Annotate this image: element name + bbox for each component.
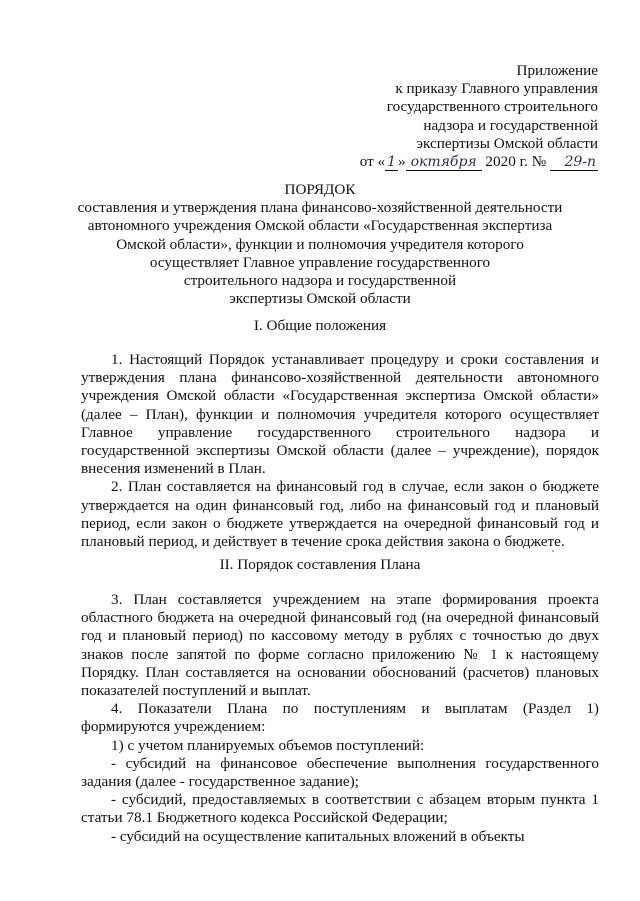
paragraph-4: 4. Показатели Плана по поступлениям и выплатам (Раздел 1) формируются учреждением: <box>81 700 599 736</box>
date-quote: » <box>398 153 406 171</box>
handwritten-day: 1 <box>387 154 397 171</box>
paragraph-4-item-1: 1) с учетом планируемых объемов поступлений: <box>111 736 425 754</box>
paragraph-4-bullet-a: - субсидий на финансовое обеспечение выполнения государственного задания (далее - государственное задание); <box>81 754 599 791</box>
title-line: Омской области», функции и полномочия учредителя которого <box>116 235 524 253</box>
appendix-order-line: к приказу Главного управления <box>395 80 598 98</box>
title-line: автономного учреждения Омской области «Государственная экспертиза <box>87 217 553 235</box>
title-line: экспертизы Омской области <box>229 290 411 308</box>
title-heading: ПОРЯДОК <box>284 181 356 198</box>
date-prefix: от « <box>359 153 386 171</box>
paragraph-4-bullet-b: - субсидий, предоставляемых в соответствии с абзацем вторым пункта 1 статьи 78.1 Бюджетного кодекса Российской Федерации; <box>81 791 599 827</box>
appendix-org-line-2: надзора и государственной <box>423 116 598 134</box>
appendix-org-line-3: экспертизы Омской области <box>416 134 598 152</box>
handwritten-order-number: 29-п <box>550 155 598 171</box>
paragraph-2: 2. План составляется на финансовый год в случае, если закон о бюджете утверждается на один финансовый год, либо на финансовый год и плановый период, если закон о бюджете утверждается на очередной финансовый год и плановый период, и действует в течение срока действия закона о бюджете. <box>81 478 599 551</box>
title-line: осуществляет Главное управление государственного <box>149 253 491 271</box>
section-2-heading: II. Порядок составления Плана <box>219 556 421 573</box>
appendix-label: Приложение <box>516 62 598 79</box>
date-year: 2020 г. № <box>481 153 550 171</box>
appendix-org-line-1: государственного строительного <box>386 98 598 116</box>
handwritten-month: октября <box>406 155 482 171</box>
appendix-date-line <box>318 153 598 171</box>
document-title <box>60 181 580 308</box>
appendix-block <box>318 62 598 171</box>
paragraph-1: 1. Настоящий Порядок устанавливает процедуру и сроки составления и утверждения плана финансово-хозяйственной деятельности автономного учреждения Омской области «Государственная экспертиза Омской области» (далее – План), функции и полномочия учредителя которого осуществляет Главное управление государственного строительного надзора и государственной экспертизы Омской области (далее – учреждение), порядок внесения изменений в План. <box>81 351 599 478</box>
title-line: строительного надзора и государственной <box>183 272 457 290</box>
paragraph-4-bullet-c: - субсидий на осуществление капитальных вложений в объекты <box>111 827 525 845</box>
scan-speck <box>552 550 554 552</box>
section-2-body <box>81 591 599 846</box>
section-1-heading: I. Общие положения <box>253 317 387 334</box>
title-line: составления и утверждения плана финансово-хозяйственной деятельности <box>77 199 563 217</box>
paragraph-3: 3. План составляется учреждением на этапе формирования проекта областного бюджета на очередной финансовый год (на очередной финансовый год и плановый период) по кассовому методу в рублях с точностью до двух знаков после запятой по форме согласно приложению № 1 к настоящему Порядку. План составляется на основании обоснований (расчетов) плановых показателей поступлений и выплат. <box>81 591 599 700</box>
section-1-body <box>81 351 599 551</box>
